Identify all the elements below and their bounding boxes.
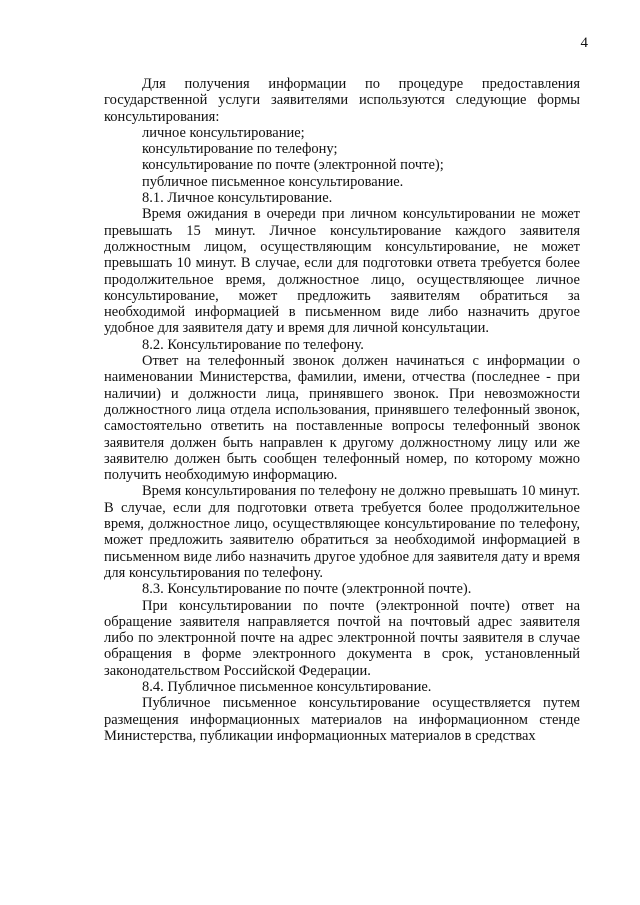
- section-heading: 8.3. Консультирование по почте (электронной почте).: [142, 581, 472, 598]
- page-number: 4: [580, 35, 588, 51]
- paragraph: При консультировании по почте (электронной почте) ответ на обращение заявителя направляется почтой на почтовый адрес заявителя либо по электронной почте на адрес электронной почты заявителя в случае обращения в форме электронного документа в срок, установленный законодательством Российской Федерации.: [104, 597, 580, 679]
- intro-paragraph: Для получения информации по процедуре предоставления государственной услуги заявителями используются следующие формы консультирования:: [104, 76, 580, 125]
- document-body: [104, 76, 580, 744]
- section-heading: 8.1. Личное консультирование.: [142, 190, 333, 207]
- paragraph: Публичное письменное консультирование осуществляется путем размещения информационных материалов на информационном стенде Министерства, публикации информационных материалов в средствах: [104, 695, 580, 744]
- list-item: консультирование по почте (электронной почте);: [142, 157, 444, 174]
- section-heading: 8.2. Консультирование по телефону.: [142, 336, 364, 353]
- paragraph: Ответ на телефонный звонок должен начинаться с информации о наименовании Министерства, фамилии, имени, отчества (последнее - при наличии) и должности лица, принявшего звонок. При невозможности должностного лица отдела использования, принявшего телефонный звонок, самостоятельно ответить на поставленные вопросы телефонный звонок заявителя должен быть направлен к другому должностному лицу или же заявителю должен быть сообщен телефонный номер, по которому можно получить необходимую информацию.: [104, 353, 580, 484]
- list-item: консультирование по телефону;: [142, 141, 338, 158]
- paragraph: Время ожидания в очереди при личном консультировании не может превышать 15 минут. Личное консультирование каждого заявителя должностным лицом, осуществляющим консультирование, не может превышать 10 минут. В случае, если для подготовки ответа требуется более продолжительное время, должностное лицо, осуществляющее личное консультирование, может предложить заявителям обратиться за необходимой информацией в письменном виде либо назначить другое удобное для заявителя дату и время для личной консультации.: [104, 206, 580, 337]
- paragraph: Время консультирования по телефону не должно превышать 10 минут. В случае, если для подготовки ответа требуется более продолжительное время, должностное лицо, осуществляющее консультирование по телефону, может предложить заявителю обратиться за необходимой информацией в письменном виде либо назначить другое удобное для заявителя дату и время для консультирования по телефону.: [104, 483, 580, 581]
- section-heading: 8.4. Публичное письменное консультирование.: [142, 678, 432, 695]
- list-item: публичное письменное консультирование.: [142, 173, 404, 190]
- list-item: личное консультирование;: [142, 124, 305, 141]
